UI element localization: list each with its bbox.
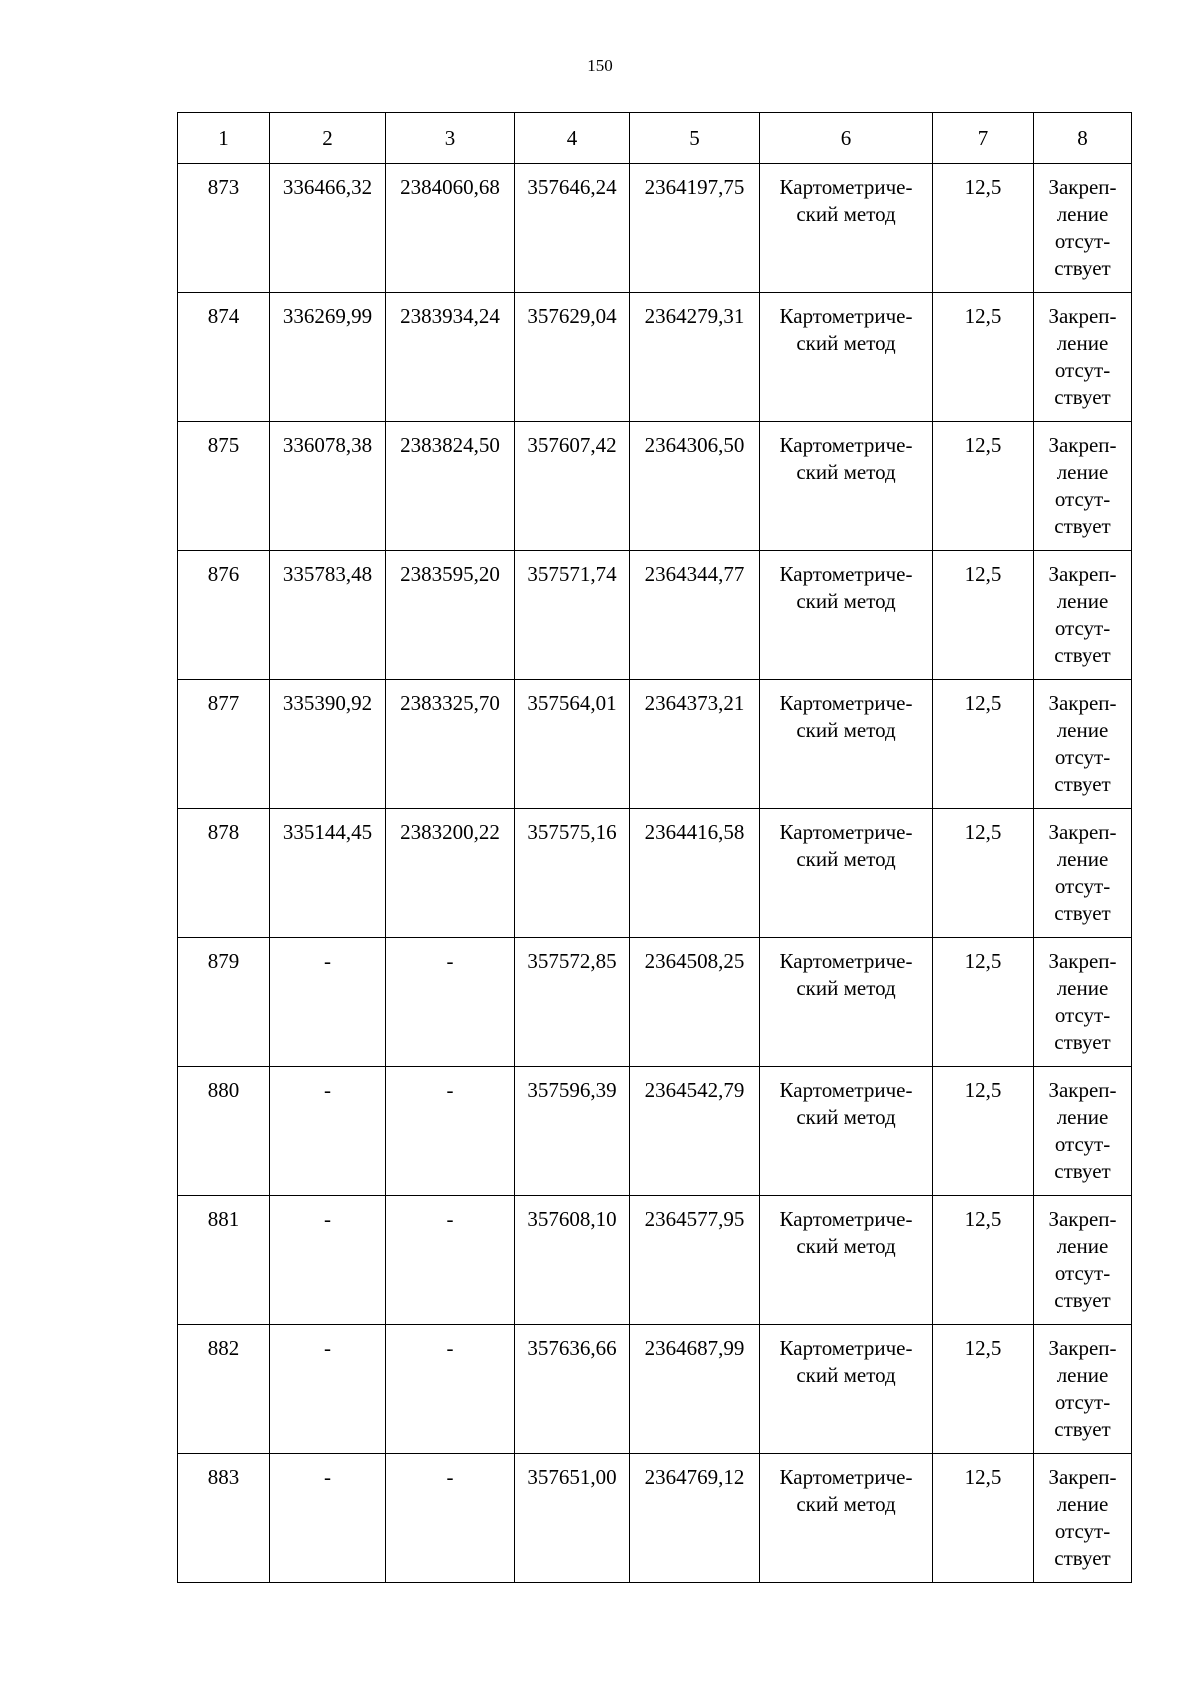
coord-x-cell: - (270, 1454, 386, 1583)
coord-x2-cell: 357572,85 (515, 938, 630, 1067)
column-header: 3 (386, 113, 515, 164)
accuracy-cell: 12,5 (933, 293, 1034, 422)
table-row (178, 1325, 1132, 1454)
column-header: 5 (630, 113, 760, 164)
coord-x-cell: 336078,38 (270, 422, 386, 551)
coord-y-cell: 2383824,50 (386, 422, 515, 551)
table-row (178, 1067, 1132, 1196)
method-cell: Картометриче- ский метод (760, 1454, 933, 1583)
point-number-cell: 877 (178, 680, 270, 809)
coord-y-cell: 2384060,68 (386, 164, 515, 293)
table-row (178, 551, 1132, 680)
coord-y2-cell: 2364577,95 (630, 1196, 760, 1325)
table-row (178, 422, 1132, 551)
coord-y2-cell: 2364416,58 (630, 809, 760, 938)
method-cell: Картометриче- ский метод (760, 938, 933, 1067)
table-row (178, 164, 1132, 293)
fixing-cell: Закреп- ление отсут- ствует (1034, 938, 1132, 1067)
fixing-cell: Закреп- ление отсут- ствует (1034, 1196, 1132, 1325)
column-header: 2 (270, 113, 386, 164)
fixing-cell: Закреп- ление отсут- ствует (1034, 1325, 1132, 1454)
coord-y-cell: - (386, 1454, 515, 1583)
column-header: 8 (1034, 113, 1132, 164)
fixing-cell: Закреп- ление отсут- ствует (1034, 422, 1132, 551)
column-header: 1 (178, 113, 270, 164)
point-number-cell: 881 (178, 1196, 270, 1325)
coord-x2-cell: 357571,74 (515, 551, 630, 680)
coord-y2-cell: 2364279,31 (630, 293, 760, 422)
accuracy-cell: 12,5 (933, 1454, 1034, 1583)
method-cell: Картометриче- ский метод (760, 293, 933, 422)
table-row (178, 680, 1132, 809)
coord-y-cell: 2383325,70 (386, 680, 515, 809)
fixing-cell: Закреп- ление отсут- ствует (1034, 293, 1132, 422)
coord-y2-cell: 2364306,50 (630, 422, 760, 551)
point-number-cell: 878 (178, 809, 270, 938)
coord-x2-cell: 357575,16 (515, 809, 630, 938)
coord-x2-cell: 357608,10 (515, 1196, 630, 1325)
coord-x-cell: - (270, 1067, 386, 1196)
coord-y-cell: - (386, 1196, 515, 1325)
coord-y-cell: 2383934,24 (386, 293, 515, 422)
coord-y-cell: - (386, 1325, 515, 1454)
method-cell: Картометриче- ский метод (760, 1067, 933, 1196)
fixing-cell: Закреп- ление отсут- ствует (1034, 551, 1132, 680)
coord-x2-cell: 357564,01 (515, 680, 630, 809)
accuracy-cell: 12,5 (933, 164, 1034, 293)
method-cell: Картометриче- ский метод (760, 1196, 933, 1325)
coord-y2-cell: 2364344,77 (630, 551, 760, 680)
method-cell: Картометриче- ский метод (760, 422, 933, 551)
coordinates-table (177, 112, 1132, 1583)
method-cell: Картометриче- ский метод (760, 680, 933, 809)
column-header: 7 (933, 113, 1034, 164)
accuracy-cell: 12,5 (933, 1325, 1034, 1454)
coord-x2-cell: 357636,66 (515, 1325, 630, 1454)
point-number-cell: 876 (178, 551, 270, 680)
coord-x2-cell: 357596,39 (515, 1067, 630, 1196)
fixing-cell: Закреп- ление отсут- ствует (1034, 1454, 1132, 1583)
coord-x2-cell: 357646,24 (515, 164, 630, 293)
point-number-cell: 882 (178, 1325, 270, 1454)
column-header: 6 (760, 113, 933, 164)
method-cell: Картометриче- ский метод (760, 164, 933, 293)
table-row (178, 1196, 1132, 1325)
header-row (178, 113, 1132, 164)
accuracy-cell: 12,5 (933, 422, 1034, 551)
coord-y-cell: 2383595,20 (386, 551, 515, 680)
column-header: 4 (515, 113, 630, 164)
point-number-cell: 880 (178, 1067, 270, 1196)
table-row (178, 938, 1132, 1067)
accuracy-cell: 12,5 (933, 938, 1034, 1067)
coord-x2-cell: 357607,42 (515, 422, 630, 551)
coord-x-cell: 335390,92 (270, 680, 386, 809)
coord-x2-cell: 357629,04 (515, 293, 630, 422)
coord-y2-cell: 2364542,79 (630, 1067, 760, 1196)
method-cell: Картометриче- ский метод (760, 551, 933, 680)
point-number-cell: 879 (178, 938, 270, 1067)
point-number-cell: 874 (178, 293, 270, 422)
accuracy-cell: 12,5 (933, 680, 1034, 809)
table-row (178, 293, 1132, 422)
point-number-cell: 873 (178, 164, 270, 293)
table-row (178, 809, 1132, 938)
coord-x-cell: 336466,32 (270, 164, 386, 293)
point-number-cell: 875 (178, 422, 270, 551)
coord-x-cell: - (270, 938, 386, 1067)
accuracy-cell: 12,5 (933, 809, 1034, 938)
fixing-cell: Закреп- ление отсут- ствует (1034, 164, 1132, 293)
table-row (178, 1454, 1132, 1583)
coord-x-cell: 335783,48 (270, 551, 386, 680)
accuracy-cell: 12,5 (933, 551, 1034, 680)
point-number-cell: 883 (178, 1454, 270, 1583)
coord-y2-cell: 2364769,12 (630, 1454, 760, 1583)
coord-x2-cell: 357651,00 (515, 1454, 630, 1583)
page-number: 150 (587, 56, 613, 75)
fixing-cell: Закреп- ление отсут- ствует (1034, 680, 1132, 809)
method-cell: Картометриче- ский метод (760, 809, 933, 938)
accuracy-cell: 12,5 (933, 1067, 1034, 1196)
coord-y2-cell: 2364508,25 (630, 938, 760, 1067)
coord-y2-cell: 2364373,21 (630, 680, 760, 809)
coord-x-cell: 336269,99 (270, 293, 386, 422)
coord-y-cell: - (386, 1067, 515, 1196)
coord-y2-cell: 2364197,75 (630, 164, 760, 293)
coord-y2-cell: 2364687,99 (630, 1325, 760, 1454)
coord-y-cell: 2383200,22 (386, 809, 515, 938)
coord-y-cell: - (386, 938, 515, 1067)
fixing-cell: Закреп- ление отсут- ствует (1034, 1067, 1132, 1196)
table-body (178, 164, 1132, 1583)
method-cell: Картометриче- ский метод (760, 1325, 933, 1454)
fixing-cell: Закреп- ление отсут- ствует (1034, 809, 1132, 938)
coord-x-cell: 335144,45 (270, 809, 386, 938)
accuracy-cell: 12,5 (933, 1196, 1034, 1325)
coord-x-cell: - (270, 1196, 386, 1325)
coord-x-cell: - (270, 1325, 386, 1454)
